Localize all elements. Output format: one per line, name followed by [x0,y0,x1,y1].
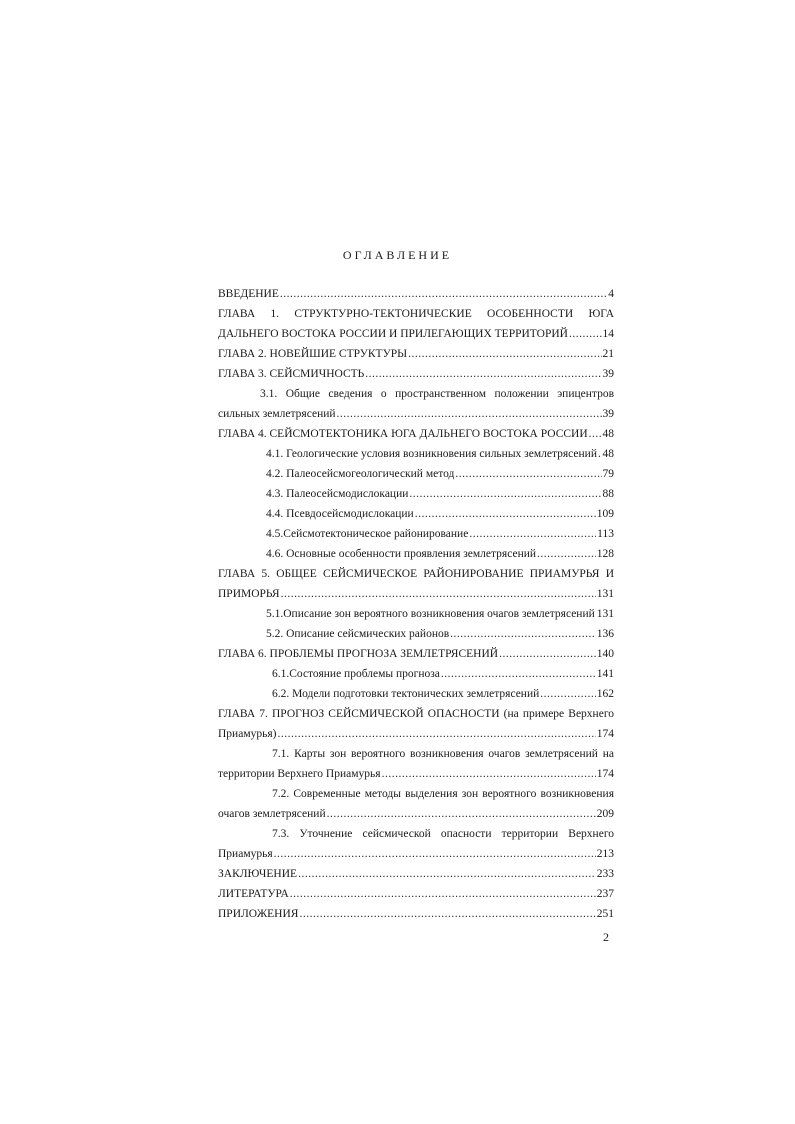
toc-entry-chapter-2 [218,345,614,363]
toc-page-number: 140 [596,648,614,660]
toc-page-number: 88 [602,488,614,500]
toc-entry-text: 4.2. Палеосейсмогеологический метод [266,468,455,480]
toc-entry-introduction [218,285,614,303]
toc-entry-section-4-3 [218,485,614,503]
toc-entry-text: ДАЛЬНЕГО ВОСТОКА РОССИИ И ПРИЛЕГАЮЩИХ ТЕРРИТОРИЙ [218,328,568,340]
toc-leader [365,365,601,383]
toc-leader [337,405,602,423]
toc-page-number: 233 [596,868,614,880]
toc-page-number: 141 [596,668,614,680]
toc-page-number: 109 [596,508,614,520]
toc-leader [274,845,596,863]
toc-entry-chapter-4 [218,425,614,443]
toc-page-number: 237 [596,888,614,900]
toc-page-number: 131 [596,588,614,600]
toc-entry-text: 4.4. Псевдосейсмодислокации [266,508,414,520]
toc-leader [290,885,596,903]
toc-entry-section-4-5 [218,525,614,543]
toc-page-number: 174 [596,728,614,740]
toc-entry-text: ЗАКЛЮЧЕНИЕ [218,868,298,880]
toc-entry-text: 4.3. Палеосейсмодислокации [266,488,409,500]
toc-entry-text: 6.2. Модели подготовки тектонических землетрясений [272,688,540,700]
toc-leader [299,905,595,923]
toc-entry-text: 4.5.Сейсмотектоническое районирование [266,528,469,540]
toc-leader [408,345,601,363]
toc-entry-text: ГЛАВА 6. ПРОБЛЕМЫ ПРОГНОЗА ЗЕМЛЕТРЯСЕНИЙ [218,648,499,660]
toc-entry-section-7-2-cont [218,805,614,823]
toc-entry-text: ГЛАВА 7. ПРОГНОЗ СЕЙСМИЧЕСКОЙ ОПАСНОСТИ (на примере Верхнего [218,708,614,720]
toc-entry-section-7-3 [218,825,614,843]
toc-leader [450,625,596,643]
toc-entry-text: 5.2. Описание сейсмических районов [266,628,450,640]
toc-entry-section-4-2 [218,465,614,483]
toc-page-number: 209 [596,808,614,820]
toc-page-number: 128 [596,548,614,560]
toc-entry-text: ГЛАВА 3. СЕЙСМИЧНОСТЬ [218,368,365,380]
toc-entry-text: 5.1.Описание зон вероятного возникновения очагов землетрясений [266,608,595,620]
toc-entry-section-5-2 [218,625,614,643]
toc-entry-section-6-2 [218,685,614,703]
toc-leader [327,805,596,823]
toc-entry-section-5-1 [218,605,614,623]
toc-entry-section-7-3-cont [218,845,614,863]
toc-entry-chapter-5-cont [218,585,614,603]
toc-entry-section-3-1-cont [218,405,614,423]
toc-entry-chapter-1-cont [218,325,614,343]
toc-leader [298,865,596,883]
toc-leader [382,765,596,783]
toc-entry-text: 4.6. Основные особенности проявления землетрясений [266,548,537,560]
toc-leader [280,285,607,303]
toc-entry-section-4-4 [218,505,614,523]
toc-page-number: 136 [596,628,614,640]
toc-entry-literature [218,885,614,903]
toc-page-number: 21 [602,348,614,360]
toc-page-number: 79 [602,468,614,480]
toc-leader [409,485,601,503]
toc-page-number: 113 [597,528,614,540]
toc-entry-text: 7.1. Карты зон вероятного возникновения очагов землетрясений на [272,748,614,760]
toc-entry-section-4-6 [218,545,614,563]
toc-entry-text: 7.3. Уточнение сейсмической опасности территории Верхнего [272,828,614,840]
toc-entry-text: Приамурья [218,848,273,860]
toc-entry-section-3-1 [218,385,614,403]
toc-entry-section-6-1 [218,665,614,683]
toc-entry-text: очагов землетрясений [218,808,326,820]
toc-entry-text: ГЛАВА 4. СЕЙСМОТЕКТОНИКА ЮГА ДАЛЬНЕГО ВОСТОКА РОССИИ [218,428,588,440]
toc-page-number: 213 [596,848,614,860]
toc-leader [441,665,596,683]
toc-entry-section-4-1 [218,445,614,463]
toc-entry-section-7-2 [218,785,614,803]
toc-entry-text: 4.1. Геологические условия возникновения сильных землетрясений [266,448,597,460]
toc-page-number: 4 [608,288,614,300]
toc-entry-section-7-1-cont [218,765,614,783]
toc-title: ОГЛАВЛЕНИЕ [342,248,453,262]
toc-leader [499,645,596,663]
toc-entry-text: ПРИЛОЖЕНИЯ [218,908,299,920]
toc-entry-text: территории Верхнего Приамурья [218,768,381,780]
toc-entry-conclusion [218,865,614,883]
toc-leader [598,445,602,463]
toc-entry-text: ЛИТЕРАТУРА [218,888,289,900]
toc-entry-section-7-1 [218,745,614,763]
page-number: 2 [603,930,609,944]
toc-leader [569,325,602,343]
toc-entry-chapter-6 [218,645,614,663]
toc-leader [455,465,601,483]
toc-entry-text: ГЛАВА 2. НОВЕЙШИЕ СТРУКТУРЫ [218,348,408,360]
toc-leader [537,545,596,563]
toc-page-number: 39 [602,408,614,420]
toc-entry-text: 3.1. Общие сведения о пространственном положении эпицентров [260,388,614,400]
toc-page-number: 39 [602,368,614,380]
toc-entry-chapter-1 [218,305,614,323]
toc-leader [277,725,595,743]
toc-entry-text: 7.2. Современные методы выделения зон вероятного возникновения [272,788,614,800]
toc-page-number: 251 [596,908,614,920]
toc-entry-text: сильных землетрясений [218,408,336,420]
toc-entry-appendices [218,905,614,923]
toc-page-number: 14 [602,328,614,340]
toc-entry-chapter-7-cont [218,725,614,743]
toc-entry-text: ВВЕДЕНИЕ [218,288,279,300]
toc-entry-text: ПРИМОРЬЯ [218,588,280,600]
toc-leader [540,685,595,703]
toc-entry-chapter-7 [218,705,614,723]
toc-leader [469,525,596,543]
toc-page-number: 174 [596,768,614,780]
toc-entry-text: 6.1.Состояние проблемы прогноза [272,668,440,680]
toc-page-number: 162 [596,688,614,700]
toc-entry-chapter-5 [218,565,614,583]
toc-page-number: 131 [596,608,615,620]
toc-page-number: 48 [602,428,614,440]
toc-leader [589,425,602,443]
toc-leader [415,505,596,523]
toc-entry-text: Приамурья) [218,728,277,740]
toc-entry-chapter-3 [218,365,614,383]
toc-leader [281,585,596,603]
toc-entry-text: ГЛАВА 1. СТРУКТУРНО-ТЕКТОНИЧЕСКИЕ ОСОБЕННОСТИ ЮГА [218,308,614,320]
toc-entry-text: ГЛАВА 5. ОБЩЕЕ СЕЙСМИЧЕСКОЕ РАЙОНИРОВАНИЕ ПРИАМУРЬЯ И [218,568,614,580]
toc-page-number: 48 [602,448,614,460]
